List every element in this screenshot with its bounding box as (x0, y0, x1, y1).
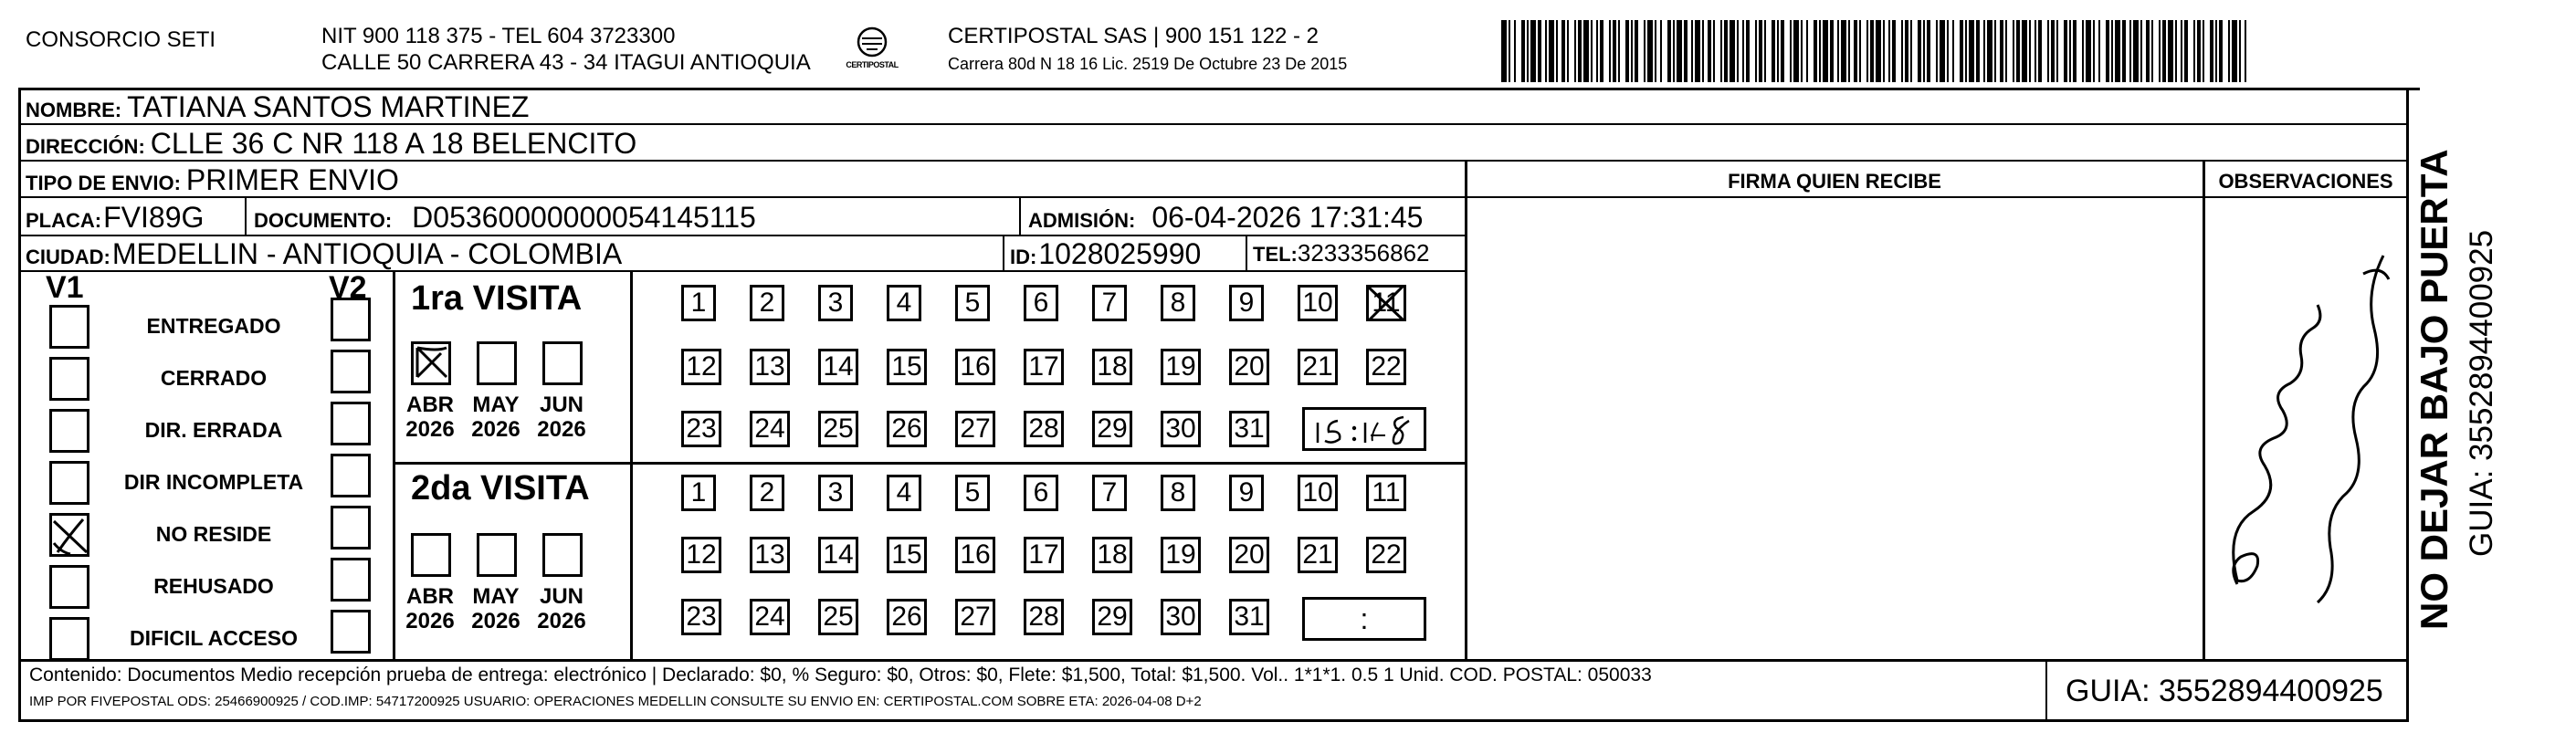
month-label (398, 392, 462, 442)
tel-row (1253, 239, 1430, 267)
day-number: 20 (1234, 351, 1265, 382)
day-number: 21 (1302, 539, 1333, 570)
status-v2-checkbox[interactable] (331, 298, 371, 341)
day-box[interactable] (681, 475, 716, 511)
admision-row (1028, 201, 1423, 235)
day-number: 25 (823, 602, 854, 632)
day-box[interactable] (1024, 349, 1064, 385)
ciudad-value: MEDELLIN - ANTIOQUIA - COLOMBIA (111, 237, 623, 270)
day-box[interactable] (1161, 475, 1195, 511)
month-label (464, 392, 528, 442)
day-number: 11 (1372, 477, 1401, 508)
frame-left (18, 88, 21, 721)
documento-row (254, 201, 756, 235)
tel-value: 3233356862 (1297, 239, 1430, 267)
status-v1-checkbox[interactable] (49, 357, 89, 401)
day-box[interactable] (1298, 475, 1338, 511)
month-name: ABR (406, 584, 454, 609)
status-label: REHUSADO (153, 574, 274, 598)
day-box[interactable] (1161, 349, 1201, 385)
day-box[interactable] (1161, 285, 1195, 321)
footer-top (18, 659, 2409, 662)
time-placeholder: : (1360, 602, 1369, 635)
day-box[interactable] (750, 285, 784, 321)
month-name: JUN (539, 392, 584, 417)
day-number: 3 (827, 288, 844, 318)
id-label: ID: (1010, 246, 1037, 268)
status-divider (393, 270, 395, 660)
day-number: 10 (1302, 477, 1333, 508)
day-box[interactable] (1092, 537, 1132, 573)
status-v2-checkbox[interactable] (331, 506, 371, 549)
col-right-top-sep (1465, 196, 2409, 198)
documento-value: D05360000000054145115 (412, 201, 756, 234)
day-box[interactable] (750, 599, 790, 635)
id-row (1010, 237, 1201, 271)
day-box[interactable] (1229, 537, 1269, 573)
day-box[interactable] (681, 411, 721, 447)
day-box[interactable] (818, 285, 853, 321)
nombre-value: TATIANA SANTOS MARTINEZ (127, 90, 530, 123)
day-box[interactable] (1298, 349, 1338, 385)
day-box[interactable] (750, 349, 790, 385)
day-number: 24 (754, 602, 785, 632)
admision-divider (1019, 196, 1021, 235)
day-box[interactable] (887, 349, 927, 385)
month-name: MAY (472, 392, 520, 417)
day-box[interactable] (1092, 599, 1132, 635)
day-number: 31 (1234, 602, 1265, 632)
day-number: 21 (1302, 351, 1333, 382)
day-number: 18 (1097, 351, 1128, 382)
day-box[interactable] (1092, 285, 1127, 321)
day-number: 19 (1165, 539, 1196, 570)
status-v1-checkbox[interactable] (49, 305, 89, 349)
month-label (398, 584, 462, 633)
day-box[interactable] (818, 599, 858, 635)
day-number: 1 (690, 477, 707, 508)
day-number: 27 (960, 602, 991, 632)
placa-divider (245, 196, 247, 235)
day-box[interactable] (1229, 475, 1264, 511)
row-sep-4 (18, 235, 1465, 236)
day-box[interactable] (887, 411, 927, 447)
day-number: 1 (690, 288, 707, 318)
day-number: 22 (1371, 539, 1402, 570)
month-year: 2026 (471, 417, 520, 442)
day-number: 18 (1097, 539, 1128, 570)
day-number: 11 (1372, 288, 1401, 318)
placa-label: PLACA: (26, 209, 102, 232)
day-box[interactable] (955, 537, 995, 573)
direccion-row (26, 127, 636, 161)
id-divider (1003, 235, 1004, 271)
status-label: DIFICIL ACCESO (129, 626, 298, 650)
day-number: 2 (759, 477, 775, 508)
day-box[interactable] (1366, 349, 1406, 385)
month-year: 2026 (537, 609, 586, 633)
day-number: 14 (823, 539, 854, 570)
day-number: 27 (960, 413, 991, 444)
day-box[interactable] (1092, 411, 1132, 447)
id-value: 1028025990 (1038, 237, 1202, 270)
day-number: 30 (1165, 413, 1196, 444)
visit-separator (393, 462, 1467, 465)
day-box[interactable] (1229, 285, 1264, 321)
v1-label: V1 (46, 270, 84, 305)
ciudad-label: CIUDAD: (26, 246, 110, 268)
day-number: 28 (1028, 413, 1059, 444)
day-number: 7 (1101, 288, 1118, 318)
day-box[interactable] (750, 411, 790, 447)
day-box[interactable] (1024, 537, 1064, 573)
certipostal-logo (836, 24, 908, 80)
day-number: 24 (754, 413, 785, 444)
status-v1-checkbox[interactable] (49, 513, 89, 557)
day-number: 16 (960, 539, 991, 570)
day-number: 17 (1028, 351, 1059, 382)
month-checkbox[interactable] (411, 341, 451, 385)
day-number: 15 (891, 351, 922, 382)
second-visit-title: 2da VISITA (411, 469, 590, 508)
status-v2-checkbox[interactable] (331, 454, 371, 497)
day-box[interactable] (887, 537, 927, 573)
day-box[interactable] (681, 285, 716, 321)
footer-guia: GUIA: 3552894400925 (2066, 674, 2383, 708)
day-number: 30 (1165, 602, 1196, 632)
admision-label: ADMISIÓN: (1028, 209, 1136, 232)
month-checkbox[interactable] (477, 341, 517, 385)
day-box[interactable] (1024, 599, 1064, 635)
day-number: 4 (896, 477, 912, 508)
status-v2-checkbox[interactable] (331, 610, 371, 654)
v2-label: V2 (329, 270, 367, 305)
month-checkbox[interactable] (477, 533, 517, 577)
tipo-envio-row (26, 163, 399, 197)
month-year: 2026 (405, 609, 455, 633)
day-number: 14 (823, 351, 854, 382)
status-label: DIR. ERRADA (144, 418, 283, 442)
month-year: 2026 (537, 417, 586, 442)
tipo-envio-value: PRIMER ENVIO (185, 163, 399, 196)
nombre-label: NOMBRE: (26, 99, 122, 121)
day-box[interactable] (818, 349, 858, 385)
month-name: JUN (539, 584, 584, 609)
day-box[interactable] (1092, 349, 1132, 385)
status-v2-checkbox[interactable] (331, 350, 371, 393)
status-v2-checkbox[interactable] (331, 558, 371, 602)
day-box[interactable] (1298, 537, 1338, 573)
day-box[interactable] (1161, 537, 1201, 573)
barcode (1501, 20, 2252, 82)
day-number: 31 (1234, 413, 1265, 444)
day-number: 28 (1028, 602, 1059, 632)
frame-bottom (18, 719, 2409, 722)
day-box[interactable] (1229, 411, 1269, 447)
day-box[interactable] (1366, 475, 1406, 511)
nit-line-2: CALLE 50 CARRERA 43 - 34 ITAGUI ANTIOQUIA (321, 50, 811, 75)
tel-divider (1246, 235, 1247, 271)
day-box[interactable] (955, 349, 995, 385)
day-box[interactable] (681, 599, 721, 635)
day-number: 9 (1238, 477, 1255, 508)
day-box[interactable] (681, 537, 721, 573)
day-box[interactable] (1161, 411, 1201, 447)
observaciones-divider (2203, 160, 2205, 660)
firma-divider (1465, 160, 1467, 660)
day-box[interactable] (955, 285, 990, 321)
observaciones-header: OBSERVACIONES (2218, 170, 2393, 193)
day-box[interactable] (818, 411, 858, 447)
status-v1-checkbox[interactable] (49, 409, 89, 453)
status-v1-checkbox[interactable] (49, 565, 89, 609)
day-number: 7 (1101, 477, 1118, 508)
firma-header: FIRMA QUIEN RECIBE (1728, 170, 1941, 193)
month-checkbox[interactable] (542, 341, 583, 385)
logo-text: CERTIPOSTAL (846, 60, 899, 69)
no-dejar-bajo-puerta: NO DEJAR BAJO PUERTA (2413, 149, 2455, 630)
day-number: 19 (1165, 351, 1196, 382)
month-year: 2026 (405, 417, 455, 442)
day-number: 15 (891, 539, 922, 570)
day-number: 25 (823, 413, 854, 444)
company-name: CONSORCIO SETI (26, 27, 216, 52)
visit-title-divider (630, 270, 633, 660)
day-number: 8 (1170, 288, 1186, 318)
day-number: 22 (1371, 351, 1402, 382)
day-number: 3 (827, 477, 844, 508)
day-box[interactable] (750, 475, 784, 511)
first-visit-time-box[interactable] (1302, 407, 1426, 451)
day-number: 4 (896, 288, 912, 318)
ciudad-row (26, 237, 622, 271)
observation-handwriting (2210, 219, 2402, 648)
day-number: 2 (759, 288, 775, 318)
admision-value: 06-04-2026 17:31:45 (1151, 201, 1424, 234)
day-box[interactable] (1161, 599, 1201, 635)
footer-imp: IMP POR FIVEPOSTAL ODS: 25466900925 / COD.IMP: 54717200925 USUARIO: OPERACIONES MEDELLIN CONSULTE SU ENVIO EN: CERTIPOSTAL.COM SOBRE ETA: 2026-04-08 D+2 (29, 694, 1202, 709)
status-label: CERRADO (160, 366, 268, 390)
status-v2-checkbox[interactable] (331, 402, 371, 445)
day-number: 13 (754, 351, 785, 382)
day-box[interactable] (1092, 475, 1127, 511)
first-visit-title: 1ra VISITA (411, 279, 583, 318)
day-number: 12 (686, 539, 717, 570)
day-number: 26 (891, 413, 922, 444)
day-box[interactable] (818, 537, 858, 573)
month-checkbox[interactable] (542, 533, 583, 577)
nit-line-1: NIT 900 118 375 - TEL 604 3723300 (321, 24, 676, 48)
day-number: 23 (686, 602, 717, 632)
status-v1-checkbox[interactable] (49, 617, 89, 661)
day-box[interactable] (750, 537, 790, 573)
day-box[interactable] (1024, 475, 1058, 511)
day-number: 29 (1097, 602, 1128, 632)
day-number: 29 (1097, 413, 1128, 444)
day-box[interactable] (1366, 537, 1406, 573)
day-box[interactable] (818, 475, 853, 511)
day-number: 12 (686, 351, 717, 382)
day-number: 16 (960, 351, 991, 382)
day-number: 5 (964, 477, 981, 508)
day-number: 9 (1238, 288, 1255, 318)
day-number: 17 (1028, 539, 1059, 570)
day-number: 10 (1302, 288, 1333, 318)
status-label: NO RESIDE (155, 522, 272, 546)
day-box[interactable] (955, 599, 995, 635)
day-number: 6 (1033, 477, 1049, 508)
certipostal-line-1: CERTIPOSTAL SAS | 900 151 122 - 2 (948, 24, 1319, 48)
day-number: 5 (964, 288, 981, 318)
day-box[interactable] (1024, 285, 1058, 321)
month-label (464, 584, 528, 633)
day-box[interactable] (681, 349, 721, 385)
day-check-mark (1366, 285, 1406, 321)
tipo-envio-label: TIPO DE ENVIO: (26, 172, 181, 194)
day-number: 8 (1170, 477, 1186, 508)
second-visit-time-box[interactable] (1302, 597, 1426, 641)
status-v1-checkbox[interactable] (49, 461, 89, 505)
placa-row (26, 201, 204, 235)
month-year: 2026 (471, 609, 520, 633)
month-name: MAY (472, 584, 520, 609)
day-box[interactable] (955, 475, 990, 511)
documento-label: DOCUMENTO: (254, 209, 393, 232)
day-box[interactable] (887, 599, 927, 635)
day-number: 6 (1033, 288, 1049, 318)
day-box[interactable] (887, 285, 921, 321)
day-number: 13 (754, 539, 785, 570)
direccion-label: DIRECCIÓN: (26, 135, 145, 158)
tel-label: TEL: (1253, 243, 1298, 266)
status-label: DIR INCOMPLETA (123, 470, 304, 494)
day-box[interactable] (1298, 285, 1338, 321)
day-box[interactable] (955, 411, 995, 447)
side-guia: GUIA: 3552894400925 (2464, 229, 2499, 557)
day-number: 20 (1234, 539, 1265, 570)
footer-contenido: Contenido: Documentos Medio recepción prueba de entrega: electrónico | Declarado: $0, % Seguro: $0, Otros: $0, Flete: $1,500, Total: $1,500. Vol.. 1*1*1. 0.5 1 Unid. COD. POSTAL: 050033 (29, 665, 1652, 685)
month-name: ABR (406, 392, 454, 417)
barcode-bar (2246, 20, 2252, 82)
month-label (530, 584, 594, 633)
day-number: 26 (891, 602, 922, 632)
day-box[interactable] (1024, 411, 1064, 447)
direccion-value: CLLE 36 C NR 118 A 18 BELENCITO (150, 127, 637, 160)
status-label: ENTREGADO (146, 314, 281, 338)
guia-divider (2045, 659, 2047, 721)
month-label (530, 392, 594, 442)
day-box[interactable] (1229, 599, 1269, 635)
day-box[interactable] (1366, 285, 1406, 321)
day-box[interactable] (1229, 349, 1269, 385)
month-checkbox[interactable] (411, 533, 451, 577)
day-number: 23 (686, 413, 717, 444)
certipostal-line-2: Carrera 80d N 18 16 Lic. 2519 De Octubre 23 De 2015 (948, 55, 1348, 73)
placa-value: FVI89G (103, 201, 205, 234)
nombre-row (26, 90, 529, 124)
day-box[interactable] (887, 475, 921, 511)
